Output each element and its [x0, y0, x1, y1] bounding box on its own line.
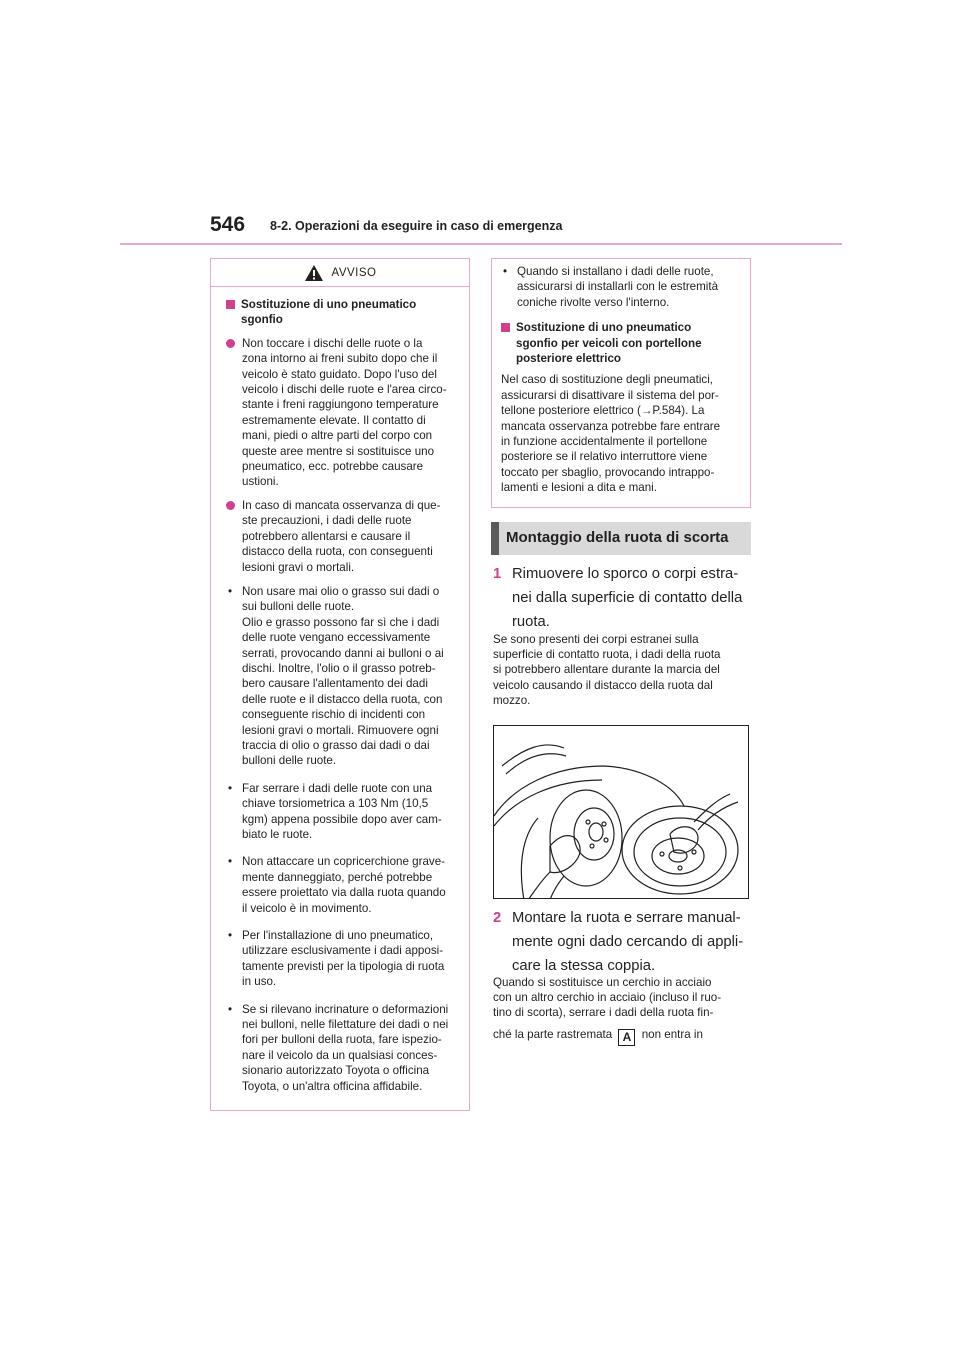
- warning-title: AVVISO: [331, 266, 377, 279]
- section-heading-text: Montaggio della ruota di scorta: [506, 529, 729, 546]
- warning-body: [211, 287, 469, 1094]
- list-item: [226, 584, 457, 769]
- list-item-text: Per l'installazione di uno pneumatico, utilizzare esclusivamente i dadi apposi- tamente previsti per la tipologia di ruota in uso.: [242, 929, 445, 989]
- bullet-icon: •: [227, 1002, 233, 1016]
- bullet-icon: •: [227, 781, 233, 795]
- step-2: [493, 906, 743, 978]
- step-1: [493, 562, 742, 634]
- step-text: Montare la ruota e serrare manual- mente ogni dado cercando di appli- care la stessa coppia.: [512, 910, 744, 974]
- warning-subheading: [501, 320, 738, 366]
- step-text: Rimuovere lo sporco o corpi estra- nei dalla superficie di contatto della ruota.: [512, 566, 743, 630]
- list-item-text: Non toccare i dischi delle ruote o la zona intorno ai freni subito dopo che il veicolo è stato guidato. Dopo l'uso del veicolo i dischi delle ruote e l'area circo- stante i freni raggiungono temperature estremamente elevate. Il contatto di mani, piedi o altre parti del corpo con queste aree mentre si sostituisce uno pneumatico, ecc. potrebbe causare ustioni.: [242, 336, 447, 489]
- warning-triangle-icon: [304, 264, 324, 282]
- section-heading: [491, 522, 751, 555]
- header-rule: [120, 243, 842, 245]
- wheel-cleaning-icon: [494, 726, 749, 899]
- list-item: [226, 498, 457, 575]
- list-item-text: In caso di mancata osservanza di que- ste precauzioni, i dadi delle ruote potrebbero allentarsi e causare il distacco della ruota, con conseguenti lesioni gravi o mortali.: [242, 498, 441, 574]
- warning-subheading: [226, 297, 457, 328]
- wheel-cleaning-illustration: [493, 725, 749, 899]
- list-item-text: Far serrare i dadi delle ruote con una chiave torsiometrica a 103 Nm (10,5 kgm) appena possibile dopo aver cam- biato le ruote.: [242, 781, 442, 841]
- subheading-text: Sostituzione di uno pneumatico sgonfio per veicoli con portellone posteriore elettrico: [516, 321, 702, 366]
- bullet-icon: •: [227, 929, 233, 943]
- warning-header: [211, 259, 469, 287]
- bullet-icon: •: [227, 584, 233, 598]
- description-text: non entra in: [641, 1028, 703, 1041]
- list-item: [226, 1002, 457, 1094]
- circle-bullet-icon: [226, 339, 235, 348]
- heading-accent: [491, 522, 499, 555]
- circle-bullet-icon: [226, 501, 235, 510]
- step-description: Se sono presenti dei corpi estranei sulla superficie di contatto ruota, i dadi della ruota si potrebbero allentare durante la marcia del veicolo causando il distacco della ruota dal mozzo.: [493, 633, 721, 707]
- subheading-text: Sostituzione di uno pneumatico sgonfio: [241, 298, 417, 327]
- list-item-text: Quando si installano i dadi delle ruote, assicurarsi di installarli con le estremità coniche rivolte verso l'interno.: [517, 265, 719, 309]
- list-item: [226, 336, 457, 490]
- bullet-icon: •: [502, 265, 508, 278]
- list-item-text: Se si rilevano incrinature o deformazioni nei bulloni, nelle filettature dei dadi o nei fori per bulloni della ruota, fare ispezio- nare il veicolo da un qualsiasi conces- sionario autorizzato Toyota o officina Toyota, o un'altra officina affidabile.: [242, 1002, 449, 1093]
- description-text: ché la parte rastremata: [493, 1028, 613, 1041]
- warning-box-continued: [491, 258, 751, 508]
- list-item: [226, 928, 457, 990]
- list-item-text: Non attaccare un copricerchione grave- mente danneggiato, perché potrebbe essere proiettato via dalla ruota quando il veicolo è in movimento.: [242, 855, 446, 915]
- list-item: [226, 781, 457, 843]
- square-bullet-icon: [226, 300, 235, 309]
- step-description-continued: [493, 1027, 755, 1046]
- list-item: [501, 264, 738, 310]
- step-description: Quando si sostituisce un cerchio in acciaio con un altro cerchio in acciaio (incluso il ruo- tino di scorta), serrare i dadi della ruota fin-: [493, 976, 722, 1020]
- paragraph: Nel caso di sostituzione degli pneumatici, assicurarsi di disattivare il sistema del por- tellone posteriore elettrico (→P.584). La mancata osservanza potrebbe fare entrare in funzione accidentalmente il portellone posteriore se il relativo interruttore viene toccato per sbaglio, provocando intrappo- lamenti e lesioni a dita e mani.: [501, 373, 721, 495]
- section-title: 8-2. Operazioni da eseguire in caso di emergenza: [270, 219, 563, 233]
- bullet-icon: •: [227, 855, 233, 869]
- square-bullet-icon: [501, 323, 510, 332]
- step-number: 2: [493, 910, 502, 926]
- warning-box: [210, 258, 470, 1111]
- page-number: 546: [210, 213, 246, 236]
- list-item-text: Non usare mai olio o grasso sui dadi o sui bulloni delle ruote. Olio e grasso possono far sì che i dadi delle ruote vengano eccessivamente serrati, provocando danni ai bulloni o ai dischi. Inoltre, l'olio o il grasso potreb- bero causare l'allentamento dei dadi delle ruote e il distacco della ruota, con conseguente rischio di incidenti con lesioni gravi o mortali. Rimuovere ogni traccia di olio o grasso dai dadi o dai bulloni delle ruote.: [242, 584, 444, 768]
- list-item: [226, 854, 457, 916]
- callout-label-a: A: [618, 1029, 635, 1046]
- step-number: 1: [493, 566, 502, 582]
